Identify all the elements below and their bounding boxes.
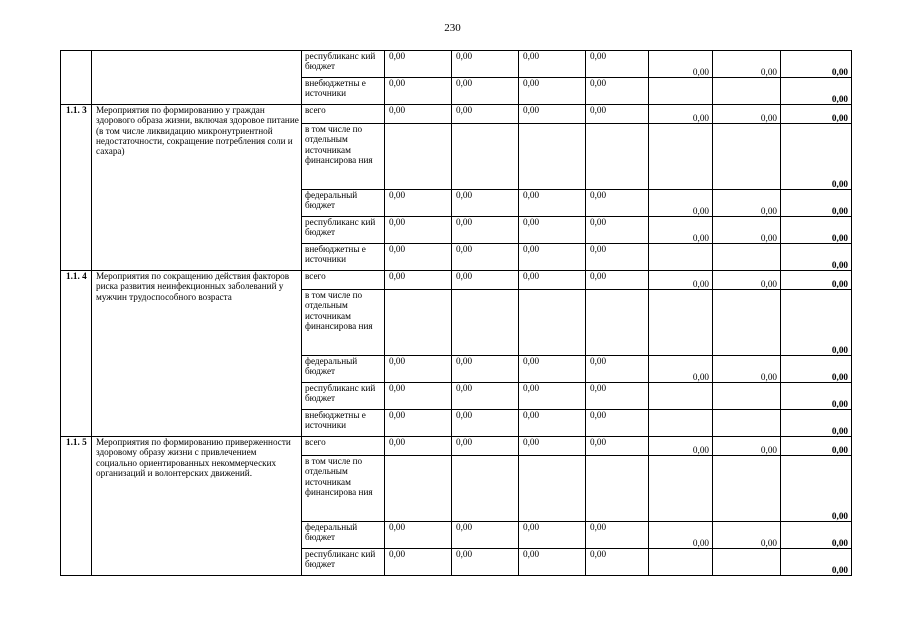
year-value: 0,00 (385, 356, 452, 383)
total-value: 0,00 (781, 456, 852, 522)
year-value: 0,00 (385, 383, 452, 410)
year-value: 0,00 (519, 437, 586, 456)
plan-value: 0,00 (713, 522, 781, 549)
year-value (519, 290, 586, 356)
year-value: 0,00 (519, 271, 586, 290)
total-value: 0,00 (781, 437, 852, 456)
plan-value (649, 124, 713, 190)
year-value: 0,00 (385, 522, 452, 549)
total-value: 0,00 (781, 410, 852, 437)
year-value: 0,00 (519, 78, 586, 105)
year-value: 0,00 (452, 271, 519, 290)
year-value (519, 456, 586, 522)
year-value: 0,00 (452, 410, 519, 437)
year-value (452, 456, 519, 522)
year-value: 0,00 (452, 437, 519, 456)
plan-value: 0,00 (649, 217, 713, 244)
table-row (61, 437, 852, 456)
funding-source: всего (302, 105, 385, 124)
year-value: 0,00 (452, 356, 519, 383)
funding-source: всего (302, 437, 385, 456)
year-value: 0,00 (586, 51, 649, 78)
year-value: 0,00 (519, 217, 586, 244)
year-value: 0,00 (385, 190, 452, 217)
year-value: 0,00 (586, 383, 649, 410)
plan-value (713, 410, 781, 437)
plan-value: 0,00 (649, 522, 713, 549)
year-value: 0,00 (452, 190, 519, 217)
year-value: 0,00 (519, 522, 586, 549)
total-value: 0,00 (781, 271, 852, 290)
plan-value: 0,00 (649, 51, 713, 78)
plan-value (713, 244, 781, 271)
funding-source: федеральный бюджет (302, 356, 385, 383)
plan-value (649, 410, 713, 437)
plan-value: 0,00 (713, 105, 781, 124)
total-value: 0,00 (781, 217, 852, 244)
year-value: 0,00 (452, 549, 519, 576)
year-value: 0,00 (519, 410, 586, 437)
plan-value (713, 290, 781, 356)
year-value (452, 124, 519, 190)
year-value: 0,00 (586, 244, 649, 271)
funding-source: республиканс кий бюджет (302, 51, 385, 78)
item-name: Мероприятия по формированию приверженности здоровому образу жизни с привлечением социально ориентированных некоммерческих организаций и волонтерских движений. (92, 437, 302, 576)
item-name: Мероприятия по формированию у граждан здорового образа жизни, включая здоровое питание (в том числе ликвидацию микронутриентной недостаточности, сокращение потребления соли и сахара) (92, 105, 302, 271)
year-value (385, 290, 452, 356)
year-value (385, 124, 452, 190)
funding-source: в том числе по отдельным источникам финансирова ния (302, 456, 385, 522)
plan-value (713, 124, 781, 190)
item-code: 1.1. 5 (61, 437, 92, 576)
plan-value: 0,00 (713, 437, 781, 456)
total-value: 0,00 (781, 51, 852, 78)
item-code (61, 51, 92, 105)
page-number: 230 (444, 22, 461, 34)
year-value (586, 456, 649, 522)
year-value: 0,00 (452, 217, 519, 244)
funding-source: внебюджетны е источники (302, 410, 385, 437)
funding-source: в том числе по отдельным источникам финансирова ния (302, 124, 385, 190)
table-row (61, 51, 852, 78)
total-value: 0,00 (781, 105, 852, 124)
year-value: 0,00 (385, 51, 452, 78)
year-value: 0,00 (586, 78, 649, 105)
total-value: 0,00 (781, 124, 852, 190)
year-value: 0,00 (586, 356, 649, 383)
year-value: 0,00 (452, 383, 519, 410)
plan-value: 0,00 (649, 356, 713, 383)
plan-value: 0,00 (713, 356, 781, 383)
year-value (586, 290, 649, 356)
year-value: 0,00 (452, 105, 519, 124)
year-value: 0,00 (385, 217, 452, 244)
plan-value: 0,00 (649, 105, 713, 124)
funding-source: федеральный бюджет (302, 522, 385, 549)
year-value: 0,00 (586, 217, 649, 244)
year-value: 0,00 (519, 51, 586, 78)
item-code: 1.1. 4 (61, 271, 92, 437)
year-value: 0,00 (519, 549, 586, 576)
plan-value: 0,00 (649, 437, 713, 456)
year-value: 0,00 (452, 522, 519, 549)
plan-value (649, 244, 713, 271)
year-value: 0,00 (519, 356, 586, 383)
year-value (452, 290, 519, 356)
plan-value: 0,00 (713, 190, 781, 217)
year-value (385, 456, 452, 522)
year-value: 0,00 (385, 105, 452, 124)
plan-value (649, 549, 713, 576)
total-value: 0,00 (781, 383, 852, 410)
total-value: 0,00 (781, 290, 852, 356)
year-value: 0,00 (519, 105, 586, 124)
item-name: Мероприятия по сокращению действия факторов риска развития неинфекционных заболеваний у мужчин трудоспособного возраста (92, 271, 302, 437)
year-value: 0,00 (452, 78, 519, 105)
plan-value (713, 78, 781, 105)
item-name (92, 51, 302, 105)
year-value (586, 124, 649, 190)
year-value: 0,00 (586, 190, 649, 217)
year-value: 0,00 (385, 549, 452, 576)
funding-source: всего (302, 271, 385, 290)
plan-value (649, 78, 713, 105)
table-row (61, 271, 852, 290)
table-row (61, 105, 852, 124)
year-value (519, 124, 586, 190)
year-value: 0,00 (519, 190, 586, 217)
total-value: 0,00 (781, 78, 852, 105)
plan-value: 0,00 (713, 271, 781, 290)
plan-value (649, 383, 713, 410)
plan-value (649, 290, 713, 356)
plan-value (713, 456, 781, 522)
year-value: 0,00 (385, 437, 452, 456)
plan-value: 0,00 (713, 51, 781, 78)
plan-value: 0,00 (649, 190, 713, 217)
total-value: 0,00 (781, 356, 852, 383)
year-value: 0,00 (586, 437, 649, 456)
year-value: 0,00 (586, 105, 649, 124)
year-value: 0,00 (452, 51, 519, 78)
plan-value (713, 383, 781, 410)
plan-value: 0,00 (713, 217, 781, 244)
funding-source: республиканс кий бюджет (302, 549, 385, 576)
funding-source: федеральный бюджет (302, 190, 385, 217)
plan-value (713, 549, 781, 576)
year-value: 0,00 (385, 78, 452, 105)
funding-source: внебюджетны е источники (302, 244, 385, 271)
funding-source: республиканс кий бюджет (302, 383, 385, 410)
funding-source: в том числе по отдельным источникам финансирова ния (302, 290, 385, 356)
funding-source: внебюджетны е источники (302, 78, 385, 105)
year-value: 0,00 (385, 410, 452, 437)
year-value: 0,00 (385, 271, 452, 290)
funding-source: республиканс кий бюджет (302, 217, 385, 244)
year-value: 0,00 (586, 549, 649, 576)
year-value: 0,00 (586, 522, 649, 549)
total-value: 0,00 (781, 244, 852, 271)
year-value: 0,00 (519, 244, 586, 271)
year-value: 0,00 (519, 383, 586, 410)
total-value: 0,00 (781, 522, 852, 549)
plan-value: 0,00 (649, 271, 713, 290)
year-value: 0,00 (586, 271, 649, 290)
total-value: 0,00 (781, 190, 852, 217)
table-body (61, 51, 852, 576)
year-value: 0,00 (586, 410, 649, 437)
budget-table (60, 50, 852, 576)
total-value: 0,00 (781, 549, 852, 576)
year-value: 0,00 (385, 244, 452, 271)
item-code: 1.1. 3 (61, 105, 92, 271)
year-value: 0,00 (452, 244, 519, 271)
plan-value (649, 456, 713, 522)
